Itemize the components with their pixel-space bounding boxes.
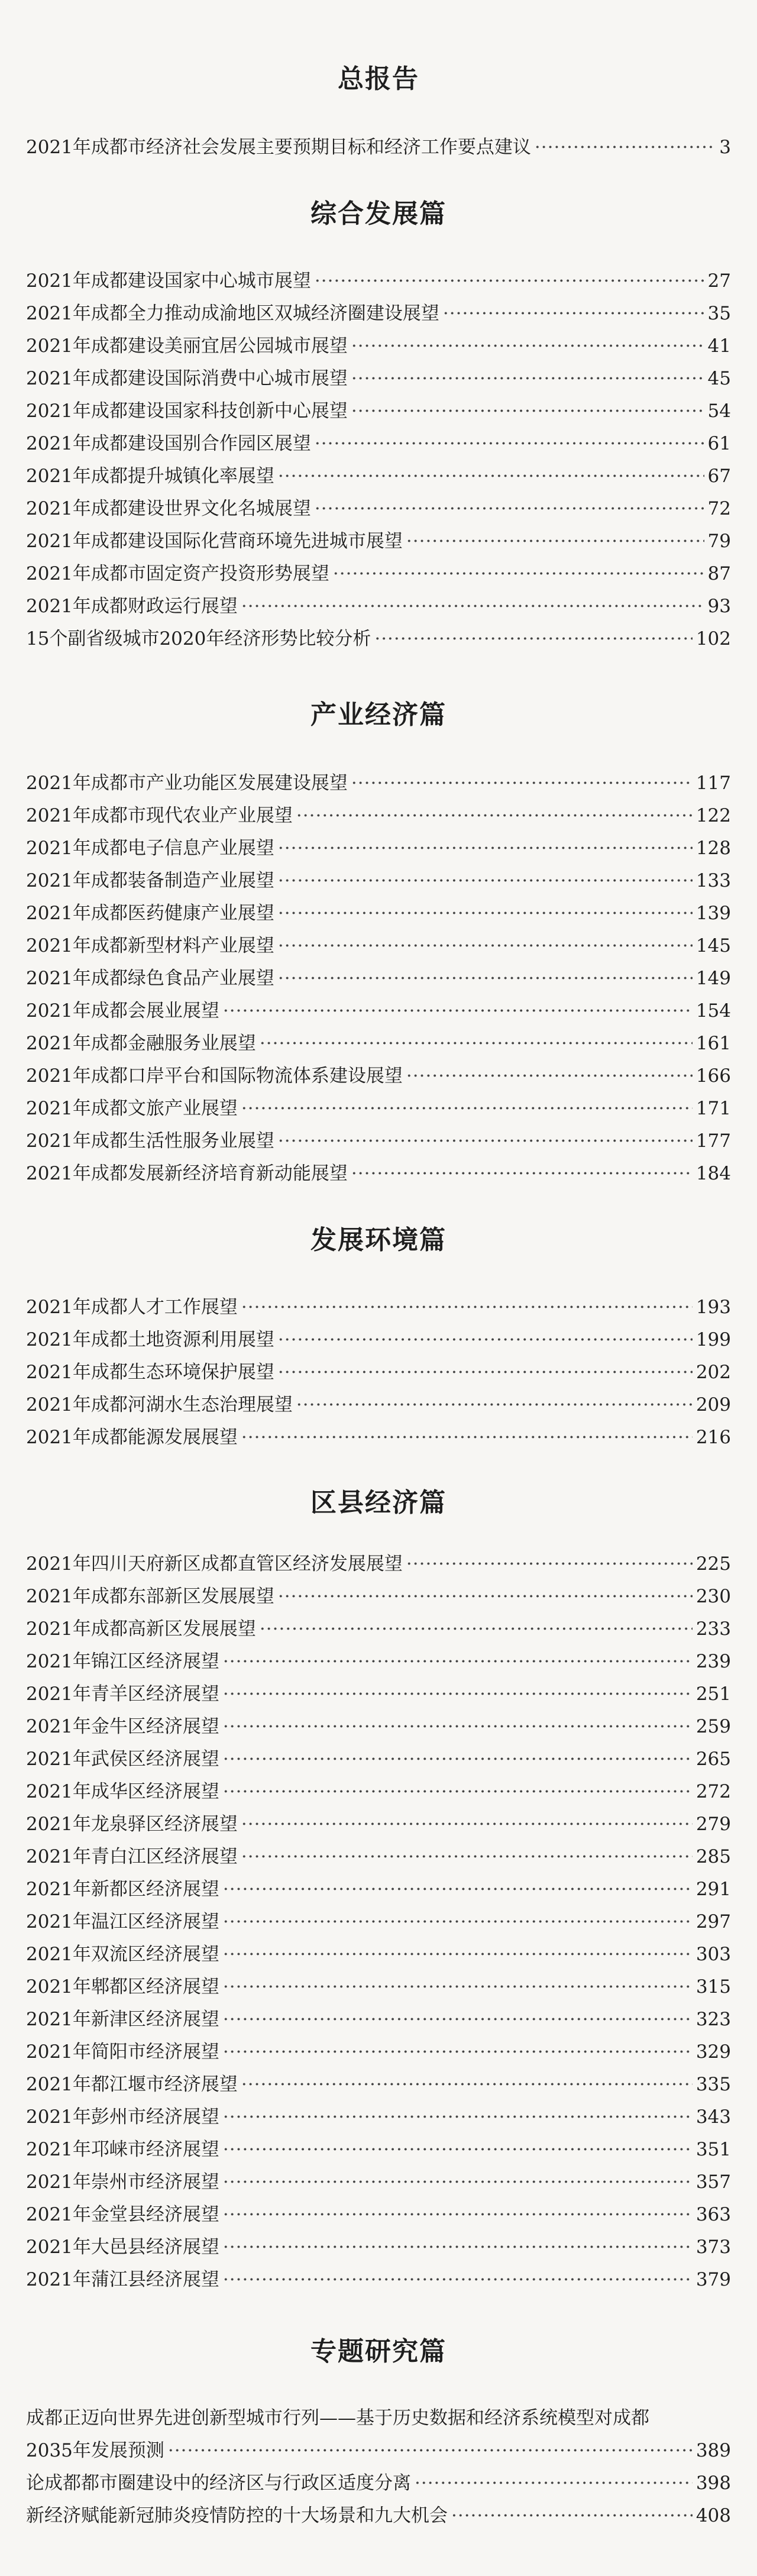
entry-title: 2021年成都建设国际消费中心城市展望 <box>26 368 348 389</box>
entry-title: 新经济赋能新冠肺炎疫情防控的十大场景和九大机会 <box>26 2505 448 2526</box>
toc-entry[interactable] <box>26 2264 731 2296</box>
entry-title: 2021年成都建设美丽宜居公园城市展望 <box>26 335 348 357</box>
entry-page: 303 <box>695 1944 731 1965</box>
dot-leader <box>223 2264 693 2296</box>
entry-page: 122 <box>695 805 731 826</box>
toc-entry[interactable] <box>26 2435 731 2467</box>
entry-title: 2021年成都生态环境保护展望 <box>26 1362 274 1383</box>
dot-leader <box>223 2199 693 2231</box>
entry-page: 184 <box>695 1163 731 1184</box>
entry-page: 145 <box>695 935 731 956</box>
toc-entry[interactable] <box>26 363 731 395</box>
dot-leader <box>451 2500 693 2532</box>
entry-title: 2021年武侯区经济展望 <box>26 1748 219 1770</box>
entry-title: 2021年龙泉驿区经济展望 <box>26 1814 238 1835</box>
entry-title: 2021年蒲江县经济展望 <box>26 2269 219 2290</box>
entry-title: 2021年成都装备制造产业展望 <box>26 870 274 891</box>
toc-entry[interactable] <box>26 1580 731 1613</box>
dot-leader <box>241 1093 693 1125</box>
entry-page: 35 <box>707 303 731 324</box>
entry-page: 363 <box>695 2204 731 2225</box>
toc-entry[interactable] <box>26 2467 731 2500</box>
toc-entry[interactable] <box>26 2068 731 2101</box>
toc-entry[interactable] <box>26 1776 731 1808</box>
entry-page: 251 <box>695 1683 731 1705</box>
toc-entry[interactable] <box>26 1125 731 1158</box>
entry-page: 216 <box>695 1427 731 1448</box>
entry-title: 2021年成都发展新经济培育新动能展望 <box>26 1163 348 1184</box>
toc-entry[interactable] <box>26 395 731 428</box>
dot-leader <box>223 1646 693 1678</box>
entry-title: 2021年成都市固定资产投资形势展望 <box>26 563 329 584</box>
entry-title: 2021年成都财政运行展望 <box>26 596 238 617</box>
entry-page: 265 <box>695 1748 731 1770</box>
entry-title: 15个副省级城市2020年经济形势比较分析 <box>26 628 371 649</box>
dot-leader <box>241 1808 693 1841</box>
dot-leader <box>223 1971 693 2003</box>
entry-page: 329 <box>695 2041 731 2063</box>
entry-title: 2021年青白江区经济展望 <box>26 1846 238 1867</box>
entry-title: 2021年成都建设世界文化名城展望 <box>26 498 311 519</box>
toc-entry[interactable] <box>26 962 731 995</box>
dot-leader <box>241 1421 693 1454</box>
toc-entry[interactable] <box>26 2134 731 2166</box>
entry-page: 171 <box>695 1098 731 1119</box>
dot-leader <box>351 395 704 428</box>
entry-page: 117 <box>695 773 731 794</box>
toc-entry[interactable] <box>26 1421 731 1454</box>
dot-leader <box>168 2435 693 2467</box>
dot-leader <box>443 298 704 330</box>
toc-entry[interactable] <box>26 767 731 800</box>
toc-entry[interactable] <box>26 995 731 1027</box>
section-title-industry: 产业经济篇 <box>310 700 447 730</box>
entry-title: 2021年成都能源发展展望 <box>26 1427 238 1448</box>
entry-title: 2021年成都绿色食品产业展望 <box>26 968 274 989</box>
dot-leader <box>351 363 704 395</box>
entry-page: 72 <box>707 498 731 519</box>
toc-entry[interactable] <box>26 2166 731 2199</box>
entry-page: 3 <box>719 137 731 158</box>
toc-entry[interactable] <box>26 1711 731 1743</box>
entry-page: 272 <box>695 1781 731 1802</box>
entry-page: 61 <box>707 433 731 454</box>
entry-page: 373 <box>695 2236 731 2258</box>
entry-page: 177 <box>695 1130 731 1152</box>
toc-entry[interactable] <box>26 1971 731 2003</box>
toc-entry[interactable] <box>26 1093 731 1125</box>
toc-entry[interactable] <box>26 1389 731 1421</box>
section-title-comprehensive: 综合发展篇 <box>310 199 447 229</box>
entry-title: 2021年四川天府新区成都直管区经济发展展望 <box>26 1553 403 1575</box>
section-entries-special-research <box>26 2402 731 2532</box>
entry-page: 233 <box>695 1618 731 1640</box>
section-title-districts: 区县经济篇 <box>310 1488 447 1518</box>
entry-page: 54 <box>707 400 731 422</box>
toc-entry[interactable] <box>26 623 731 655</box>
entry-title: 2021年成都市经济社会发展主要预期目标和经济工作要点建议 <box>26 137 531 158</box>
entry-title: 2021年新津区经济展望 <box>26 2009 219 2030</box>
dot-leader <box>223 1678 693 1711</box>
toc-entry[interactable] <box>26 1808 731 1841</box>
dot-leader <box>223 2134 693 2166</box>
entry-title: 2021年新都区经济展望 <box>26 1879 219 1900</box>
dot-leader <box>351 1158 693 1190</box>
entry-title: 2021年成都提升城镇化率展望 <box>26 466 274 487</box>
dot-leader <box>296 800 693 832</box>
dot-leader <box>241 2068 693 2101</box>
entry-title: 2021年成都土地资源利用展望 <box>26 1329 274 1350</box>
dot-leader <box>223 2166 693 2199</box>
entry-page: 87 <box>707 563 731 584</box>
entry-title: 2021年青羊区经济展望 <box>26 1683 219 1705</box>
dot-leader <box>374 623 692 655</box>
toc-entry[interactable] <box>26 832 731 865</box>
toc-entry[interactable] <box>26 1841 731 1873</box>
dot-leader <box>223 2231 693 2264</box>
dot-leader <box>223 1711 693 1743</box>
section-title-special-research: 专题研究篇 <box>310 2336 447 2367</box>
entry-page: 27 <box>707 270 731 292</box>
dot-leader <box>406 1548 693 1580</box>
entry-page: 279 <box>695 1814 731 1835</box>
dot-leader <box>223 1906 693 1938</box>
dot-leader <box>260 1613 693 1646</box>
entry-page: 161 <box>695 1033 731 1054</box>
dot-leader <box>406 525 704 558</box>
dot-leader <box>223 1743 693 1776</box>
entry-page: 230 <box>695 1586 731 1607</box>
entry-page: 335 <box>695 2074 731 2095</box>
toc-entry[interactable] <box>26 930 731 962</box>
entry-title: 2021年成都建设国际化营商环境先进城市展望 <box>26 531 403 552</box>
dot-leader <box>351 767 693 800</box>
entry-page: 202 <box>695 1362 731 1383</box>
section-title-general-report: 总报告 <box>338 64 419 94</box>
toc-entry[interactable] <box>26 265 731 298</box>
entry-title: 2021年崇州市经济展望 <box>26 2171 219 2193</box>
entry-title: 2021年简阳市经济展望 <box>26 2041 219 2063</box>
dot-leader <box>278 962 693 995</box>
dot-leader <box>278 1125 693 1158</box>
entry-page: 139 <box>695 903 731 924</box>
dot-leader <box>351 330 704 363</box>
entry-page: 357 <box>695 2171 731 2193</box>
section-entries-comprehensive <box>26 265 731 655</box>
entry-title: 2021年成都口岸平台和国际物流体系建设展望 <box>26 1065 403 1087</box>
toc-entry[interactable] <box>26 525 731 558</box>
toc-entry[interactable] <box>26 1743 731 1776</box>
toc-entry[interactable] <box>26 428 731 460</box>
entry-page: 398 <box>695 2472 731 2494</box>
toc-entry[interactable] <box>26 865 731 897</box>
dot-leader <box>278 1580 693 1613</box>
entry-title: 2021年成都人才工作展望 <box>26 1297 238 1318</box>
dot-leader <box>223 1873 693 1906</box>
section-entries-districts <box>26 1548 731 2296</box>
entry-page: 209 <box>695 1394 731 1415</box>
entry-title: 2021年成都新型材料产业展望 <box>26 935 274 956</box>
dot-leader <box>278 897 693 930</box>
toc-entry[interactable] <box>26 590 731 623</box>
dot-leader <box>223 995 693 1027</box>
toc-entry[interactable] <box>26 2199 731 2231</box>
toc-entry[interactable] <box>26 1938 731 1971</box>
toc-entry[interactable] <box>26 558 731 590</box>
entry-page: 128 <box>695 838 731 859</box>
toc-entry[interactable] <box>26 1060 731 1093</box>
toc-entry[interactable] <box>26 2231 731 2264</box>
dot-leader <box>315 493 704 525</box>
entry-page: 343 <box>695 2106 731 2128</box>
entry-title: 2021年成都全力推动成渝地区双城经济圈建设展望 <box>26 303 439 324</box>
entry-title: 2021年成都市现代农业产业展望 <box>26 805 293 826</box>
toc-entry[interactable] <box>26 460 731 493</box>
toc-entry[interactable] <box>26 298 731 330</box>
entry-page: 154 <box>695 1000 731 1022</box>
dot-leader <box>315 428 704 460</box>
toc-entry[interactable] <box>26 2500 731 2532</box>
toc-entry[interactable] <box>26 1613 731 1646</box>
dot-leader <box>223 2036 693 2068</box>
entry-title: 2021年成都文旅产业展望 <box>26 1098 238 1119</box>
entry-title-wrapped[interactable]: 成都正迈向世界先进创新型城市行列——基于历史数据和经济系统模型对成都 <box>26 2407 649 2429</box>
dot-leader <box>278 1356 693 1389</box>
toc-entry[interactable] <box>26 1548 731 1580</box>
dot-leader <box>223 1938 693 1971</box>
section-entries-industry <box>26 767 731 1190</box>
entry-title: 2021年成都市产业功能区发展建设展望 <box>26 773 348 794</box>
entry-title: 2021年都江堰市经济展望 <box>26 2074 238 2095</box>
entry-page: 45 <box>707 368 731 389</box>
dot-leader <box>296 1389 693 1421</box>
toc-entry[interactable] <box>26 493 731 525</box>
dot-leader <box>278 930 693 962</box>
entry-page: 133 <box>695 870 731 891</box>
entry-page: 102 <box>695 628 731 649</box>
dot-leader <box>315 265 704 298</box>
entry-page: 166 <box>695 1065 731 1087</box>
dot-leader <box>241 1841 693 1873</box>
dot-leader <box>406 1060 693 1093</box>
entry-title: 2021年成都电子信息产业展望 <box>26 838 274 859</box>
entry-page: 259 <box>695 1716 731 1737</box>
entry-title: 2021年成都东部新区发展展望 <box>26 1586 274 1607</box>
entry-page: 285 <box>695 1846 731 1867</box>
toc-entry[interactable] <box>26 2003 731 2036</box>
entry-page: 408 <box>695 2505 731 2526</box>
toc-entry[interactable] <box>26 897 731 930</box>
entry-page: 315 <box>695 1976 731 1998</box>
entry-title: 2021年成都医药健康产业展望 <box>26 903 274 924</box>
toc-entry[interactable] <box>26 800 731 832</box>
entry-page: 79 <box>707 531 731 552</box>
entry-title: 2021年成都建设国别合作园区展望 <box>26 433 311 454</box>
entry-page: 379 <box>695 2269 731 2290</box>
dot-leader <box>241 1291 693 1324</box>
toc-entry[interactable] <box>26 1324 731 1356</box>
entry-page: 41 <box>707 335 731 357</box>
entry-title: 2021年成都建设国家科技创新中心展望 <box>26 400 348 422</box>
dot-leader <box>415 2467 693 2500</box>
entry-title: 论成都都市圈建设中的经济区与行政区适度分离 <box>26 2472 411 2494</box>
entry-title: 2021年郫都区经济展望 <box>26 1976 219 1998</box>
entry-page: 149 <box>695 968 731 989</box>
dot-leader <box>278 865 693 897</box>
entry-title: 2021年成都高新区发展展望 <box>26 1618 256 1640</box>
entry-title: 2021年金牛区经济展望 <box>26 1716 219 1737</box>
entry-title: 2021年大邑县经济展望 <box>26 2236 219 2258</box>
entry-page: 291 <box>695 1879 731 1900</box>
entry-title: 2021年成都生活性服务业展望 <box>26 1130 274 1152</box>
entry-page: 323 <box>695 2009 731 2030</box>
entry-title: 2021年双流区经济展望 <box>26 1944 219 1965</box>
dot-leader <box>535 131 716 164</box>
toc-entry[interactable] <box>26 330 731 363</box>
toc-entry[interactable] <box>26 2101 731 2134</box>
dot-leader <box>278 832 693 865</box>
section-title-environment: 发展环境篇 <box>310 1225 447 1255</box>
toc-entry[interactable] <box>26 1158 731 1190</box>
dot-leader <box>241 590 704 623</box>
toc-entry[interactable] <box>26 1873 731 1906</box>
dot-leader <box>260 1027 693 1060</box>
entry-title: 2021年成都建设国家中心城市展望 <box>26 270 311 292</box>
entry-page: 297 <box>695 1911 731 1932</box>
toc-entry[interactable] <box>26 1678 731 1711</box>
entry-page: 193 <box>695 1297 731 1318</box>
entry-title: 2021年成都河湖水生态治理展望 <box>26 1394 293 1415</box>
toc-entry[interactable] <box>26 1906 731 1938</box>
entry-page: 67 <box>707 466 731 487</box>
entry-title: 2021年温江区经济展望 <box>26 1911 219 1932</box>
entry-title: 2021年锦江区经济展望 <box>26 1651 219 1672</box>
toc-entry[interactable] <box>26 1027 731 1060</box>
entry-page: 225 <box>695 1553 731 1575</box>
entry-title: 2021年成华区经济展望 <box>26 1781 219 1802</box>
entry-title: 2021年彭州市经济展望 <box>26 2106 219 2128</box>
section-entries-environment <box>26 1291 731 1454</box>
toc-entry[interactable] <box>26 2036 731 2068</box>
entry-title: 2021年成都会展业展望 <box>26 1000 219 1022</box>
entry-page: 389 <box>695 2440 731 2461</box>
entry-title: 2021年邛崃市经济展望 <box>26 2139 219 2160</box>
dot-leader <box>223 1776 693 1808</box>
entry-title: 2035年发展预测 <box>26 2440 164 2461</box>
dot-leader <box>278 1324 693 1356</box>
toc-entry[interactable] <box>26 1646 731 1678</box>
entry-title: 2021年金堂县经济展望 <box>26 2204 219 2225</box>
entry-page: 239 <box>695 1651 731 1672</box>
dot-leader <box>223 2101 693 2134</box>
dot-leader <box>223 2003 693 2036</box>
entry-page: 351 <box>695 2139 731 2160</box>
dot-leader <box>278 460 704 493</box>
toc-entry[interactable] <box>26 1291 731 1324</box>
toc-entry[interactable] <box>26 131 731 164</box>
entry-title: 2021年成都金融服务业展望 <box>26 1033 256 1054</box>
entry-page: 199 <box>695 1329 731 1350</box>
entry-page: 93 <box>707 596 731 617</box>
toc-entry[interactable] <box>26 1356 731 1389</box>
dot-leader <box>333 558 704 590</box>
